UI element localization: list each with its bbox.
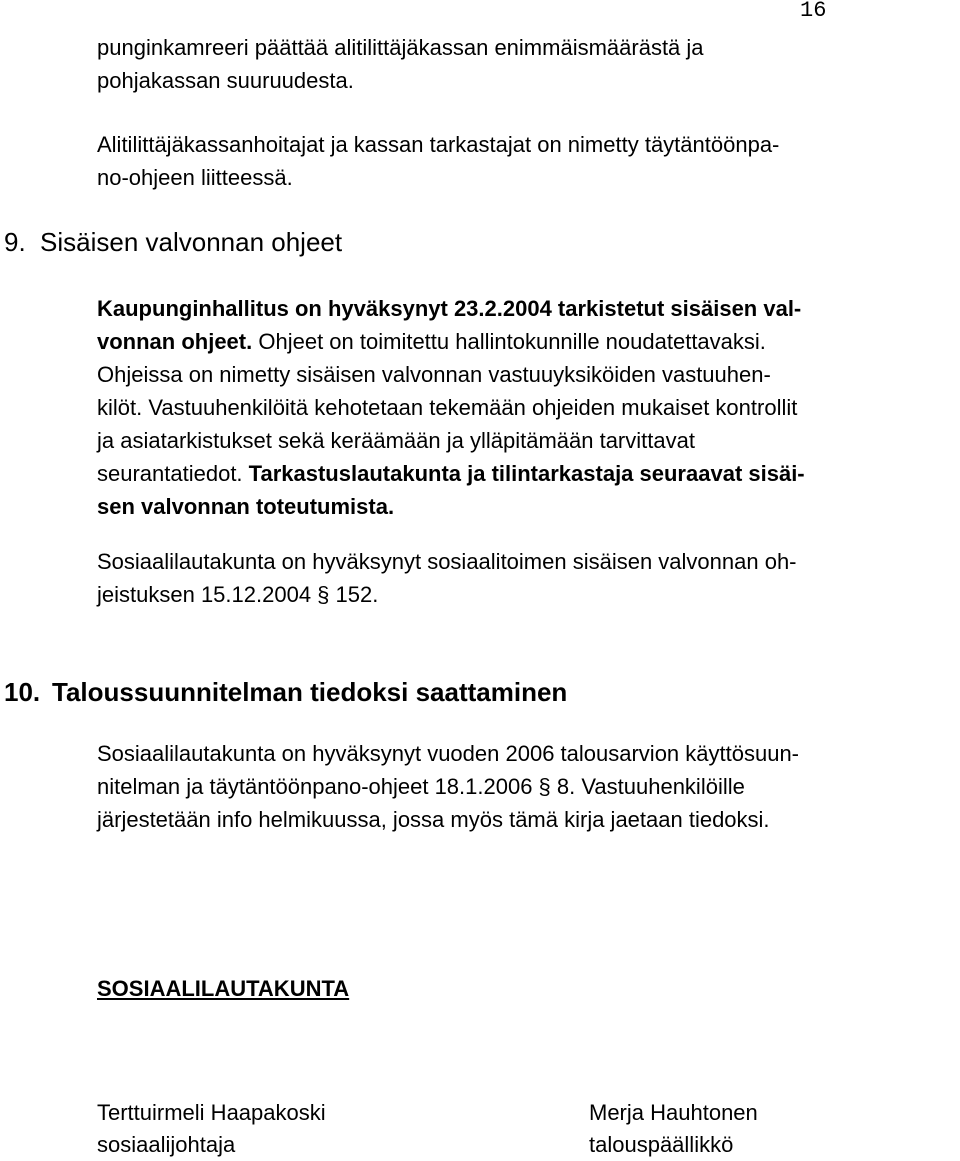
- intro-line-2: pohjakassan suuruudesta.: [97, 68, 354, 93]
- s9-p1-line-2-bold: vonnan ohjeet.: [97, 329, 253, 354]
- section-9-number: 9.: [4, 227, 26, 257]
- signature-left-title: sosiaalijohtaja: [97, 1132, 236, 1157]
- cashiers-line-1: Alitilittäjäkassanhoitajat ja kassan tarkastajat on nimetty täytäntöönpa-: [97, 132, 780, 157]
- s9-p2-line-1: Sosiaalilautakunta on hyväksynyt sosiaalitoimen sisäisen valvonnan oh-: [97, 549, 797, 574]
- signature-right-title: talouspäällikkö: [589, 1132, 734, 1157]
- s9-p1-line-6-normal: seurantatiedot.: [97, 461, 249, 486]
- s9-p1-line-4: kilöt. Vastuuhenkilöitä kehotetaan tekemään ohjeiden mukaiset kontrollit: [97, 395, 798, 420]
- s9-p1-line-6-bold: Tarkastuslautakunta ja tilintarkastaja seuraavat sisäi-: [248, 461, 805, 486]
- intro-line-1: punginkamreeri päättää alitilittäjäkassan enimmäismäärästä ja: [97, 35, 704, 60]
- signature-board: SOSIAALILAUTAKUNTA: [97, 976, 350, 1001]
- cashiers-line-2: no-ohjeen liitteessä.: [97, 165, 293, 190]
- section-9-title: Sisäisen valvonnan ohjeet: [40, 227, 343, 257]
- s9-p1-line-7: sen valvonnan toteutumista.: [97, 494, 395, 519]
- s10-line-3: järjestetään info helmikuussa, jossa myös tämä kirja jaetaan tiedoksi.: [97, 807, 770, 832]
- s10-line-2: nitelman ja täytäntöönpano-ohjeet 18.1.2006 § 8. Vastuuhenkilöille: [97, 774, 745, 799]
- s9-p1-line-2: [97, 327, 766, 357]
- s9-p1-line-6: [97, 459, 805, 489]
- section-10-heading: [4, 675, 567, 709]
- s9-p2-line-2: jeistuksen 15.12.2004 § 152.: [97, 582, 379, 607]
- section-9-heading: [4, 225, 342, 259]
- s9-p1-line-2-rest: Ohjeet on toimitettu hallintokunnille noudatettavaksi.: [252, 329, 766, 354]
- s10-line-1: Sosiaalilautakunta on hyväksynyt vuoden 2006 talousarvion käyttösuun-: [97, 741, 800, 766]
- s9-p1-line-3: Ohjeissa on nimetty sisäisen valvonnan vastuuyksiköiden vastuuhen-: [97, 362, 771, 387]
- s9-p1-line-5: ja asiatarkistukset sekä keräämään ja ylläpitämään tarvittavat: [97, 428, 695, 453]
- page-number: 16: [800, 0, 827, 23]
- section-10-number: 10.: [4, 677, 41, 707]
- s9-p1-line-1: Kaupunginhallitus on hyväksynyt 23.2.2004 tarkistetut sisäisen val-: [97, 296, 802, 321]
- signature-right-name: Merja Hauhtonen: [589, 1100, 758, 1125]
- section-10-title: Taloussuunnitelman tiedoksi saattaminen: [52, 677, 568, 707]
- signature-left-name: Terttuirmeli Haapakoski: [97, 1100, 326, 1125]
